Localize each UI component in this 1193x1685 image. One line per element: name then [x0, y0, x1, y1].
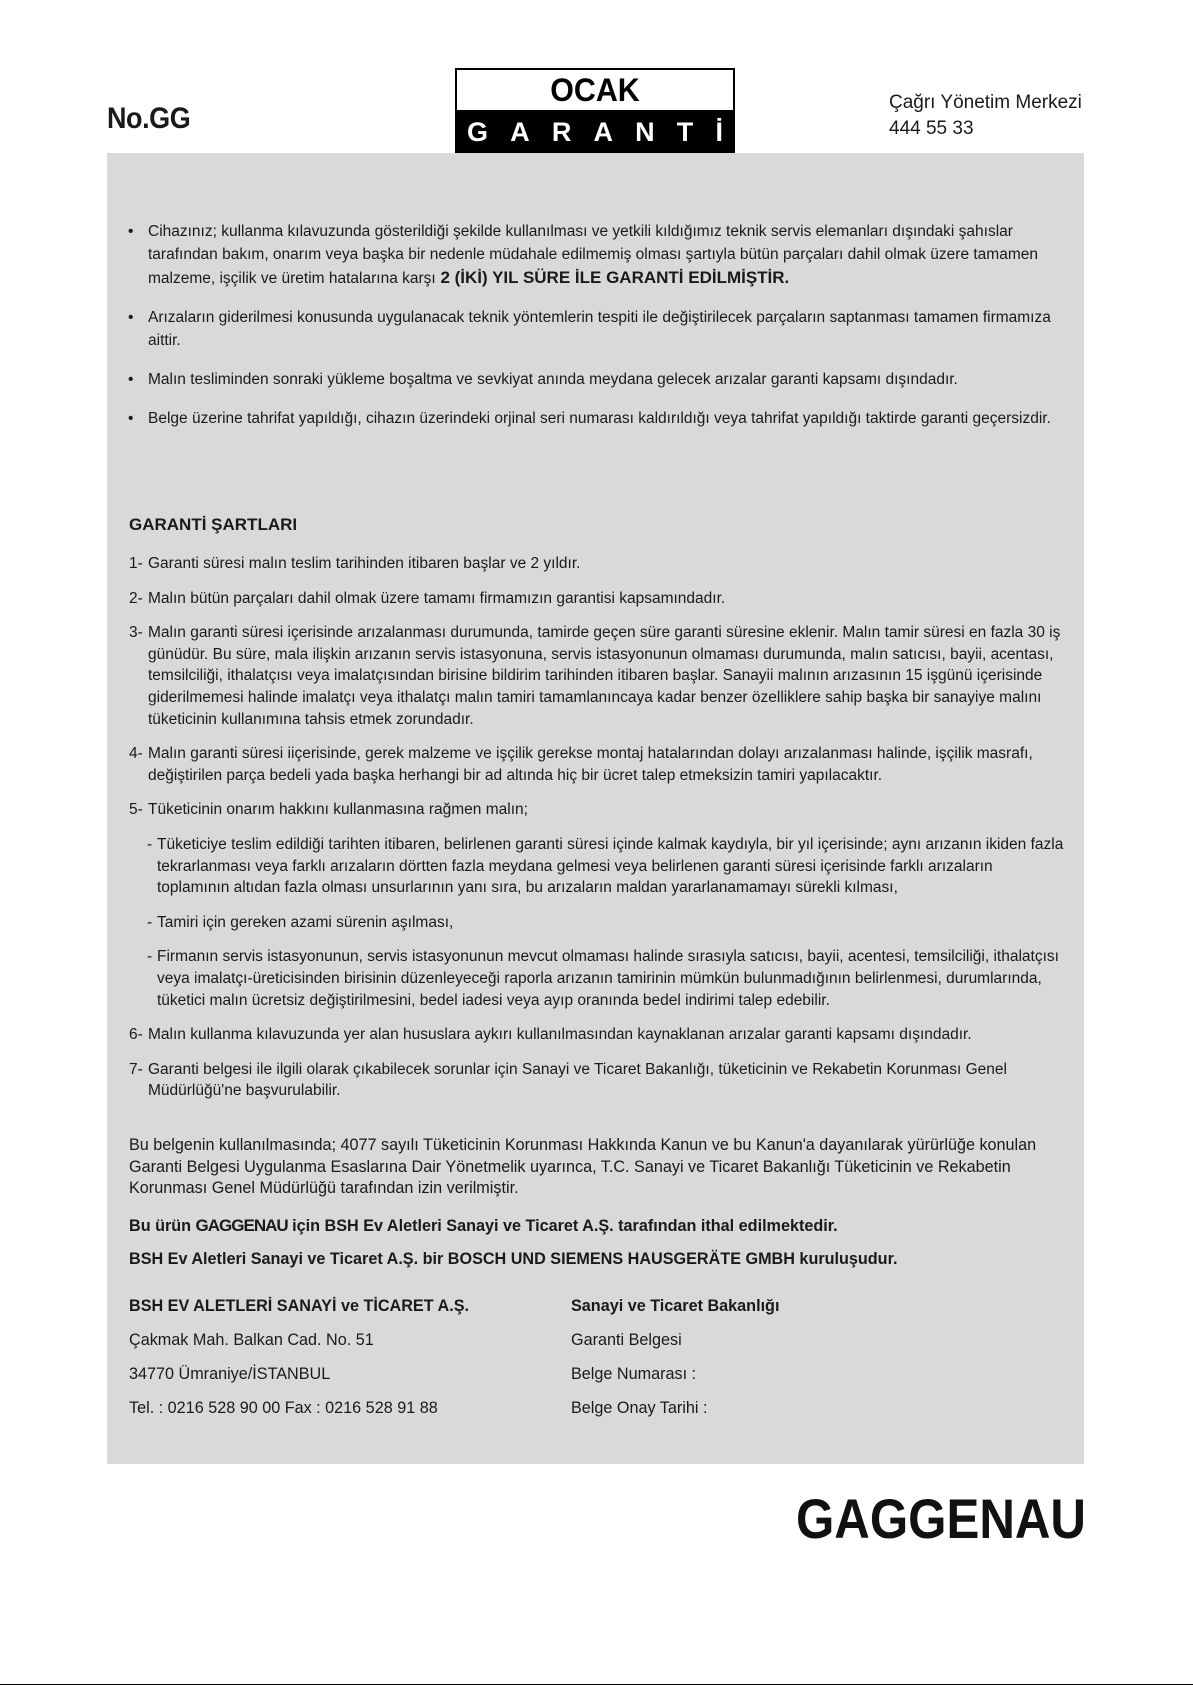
badge-letter: A — [593, 116, 613, 147]
clause-item — [125, 220, 1075, 290]
badge-letter: T — [676, 116, 694, 147]
clause-item — [125, 407, 1075, 430]
badge-title: OCAK — [550, 72, 640, 108]
ministry-doc-number: Belge Numarası : — [571, 1365, 697, 1383]
term-number: 3- — [129, 624, 143, 642]
company-address — [129, 1289, 469, 1425]
badge-letter: İ — [715, 116, 723, 147]
term-text: Malın kullanma kılavuzunda yer alan hususlara aykırı kullanılmasından kaynaklanan arızalar garanti kapsamı dışındadır. — [148, 1026, 972, 1044]
import-suffix: için BSH Ev Aletleri Sanayi ve Ticaret A.Ş. tarafından ithal edilmektedir. — [287, 1217, 838, 1235]
badge-letter: N — [635, 116, 655, 147]
ministry-approval-date: Belge Onay Tarihi : — [571, 1399, 708, 1417]
badge-letter: R — [551, 116, 572, 147]
term-number: 6- — [129, 1026, 143, 1044]
term-number: 5- — [129, 801, 143, 819]
clause-item — [125, 368, 1075, 391]
subterm-text: Firmanın servis istasyonunun, servis istasyonunun mevcut olmaması halinde sırasıyla satıcısı, bayii, acentesi, temsilciliği, ithalatçısı veya imalatçı-üreticisinden birisinin düzenleyeceği raporla arızanın tamirinin mümkün bulunmadığının belirlenmesi, durumlarında, tüketici malın ücretsiz değiştirilmesini, bedel iadesi veya ayıp oranında bedel indirimi talep edebilir. — [157, 948, 1059, 1009]
badge-letter: G — [467, 116, 489, 147]
term-text: Malın garanti süresi iiçerisinde, gerek malzeme ve işçilik gerekse montaj hatalarından dolayı arızalanması halinde, işçilik masrafı, değiştirilen parça bedeli yada başka herhangi bir ad altında hiç bir ücret talep etmeksizin tamiri yapılacaktır. — [148, 745, 1033, 784]
company-phone: Tel. : 0216 528 90 00 Fax : 0216 528 91 88 — [129, 1399, 438, 1417]
term-item — [129, 622, 1069, 730]
term-text: Garanti süresi malın teslim tarihinden itibaren başlar ve 2 yıldır. — [148, 555, 581, 572]
gaggenau-logo — [796, 1484, 1086, 1550]
term-item — [129, 588, 1069, 610]
term-number: 2- — [129, 589, 143, 607]
ministry-info — [571, 1289, 779, 1425]
subterm-item — [129, 834, 1069, 899]
clause-text: Arızaların giderilmesi konusunda uygulanacak teknik yöntemlerin tespiti ile değiştirilecek parçaların saptanması tamamen firmamıza aittir. — [148, 309, 1051, 349]
logo-text: GAGGENAU — [796, 1487, 1086, 1550]
subterm-text: Tamiri için gereken azami sürenin aşılması, — [157, 913, 454, 931]
term-item — [129, 799, 1069, 821]
term-number: 7- — [129, 1060, 143, 1078]
term-text: Tüketicinin onarım hakkını kullanmasına rağmen malın; — [148, 801, 528, 819]
call-center — [889, 90, 1082, 142]
subterm-dash: - — [147, 948, 153, 966]
badge-guarantee-row — [457, 110, 733, 154]
subterm-item — [129, 912, 1069, 934]
term-number: 4- — [129, 745, 143, 763]
ministry-title: Sanayi ve Ticaret Bakanlığı — [571, 1297, 780, 1315]
term-text: Malın bütün parçaları dahil olmak üzere tamamı firmamızın garantisi kapsamındadır. — [148, 589, 726, 607]
import-statement — [129, 1216, 838, 1236]
company-street: Çakmak Mah. Balkan Cad. No. 51 — [129, 1331, 374, 1349]
clause-item — [125, 306, 1075, 352]
company-statement: BSH Ev Aletleri Sanayi ve Ticaret A.Ş. bir BOSCH UND SIEMENS HAUSGERÄTE GMBH kuruluşudur. — [129, 1250, 898, 1268]
import-prefix: Bu ürün — [129, 1217, 196, 1235]
subterm-dash: - — [147, 913, 153, 931]
subterm-dash: - — [147, 835, 153, 853]
clause-text: Belge üzerine tahrifat yapıldığı, cihazın üzerindeki orjinal seri numarası kaldırıldığı veya tahrifat yapıldığı taktirde garanti geçersizdir. — [148, 410, 1051, 427]
legal-notice: Bu belgenin kullanılmasında; 4077 sayılı Tüketicinin Korunması Hakkında Kanun ve bu Kanun'a dayanılarak yürürlüğe konulan Garanti Belgesi Uygulanma Esaslarına Dair Yönetmelik uyarınca, T.C. Sanayi ve Ticaret Bakanlığı Tüketicinin ve Rekabetin Korunması Genel Müdürlüğü tarafından izin verilmiştir. — [129, 1136, 1037, 1198]
subterm-item — [129, 946, 1069, 1011]
company-name: BSH EV ALETLERİ SANAYİ ve TİCARET A.Ş. — [129, 1297, 469, 1315]
ministry-doc: Garanti Belgesi — [571, 1331, 682, 1349]
terms-heading: GARANTİ ŞARTLARI — [129, 515, 298, 534]
warranty-clauses — [125, 220, 1075, 446]
inline-brand: GAGGENAU — [195, 1216, 288, 1235]
term-item — [129, 553, 1069, 575]
clause-text: Malın tesliminden sonraki yükleme boşaltma ve sevkiyat anında meydana gelecek arızalar garanti kapsamı dışındadır. — [148, 371, 958, 388]
term-item — [129, 1024, 1069, 1046]
term-number: 1- — [129, 555, 143, 572]
terms-list — [129, 553, 1069, 1115]
clause-emphasis: 2 (İKİ) YIL SÜRE İLE GARANTİ EDİLMİŞTİR. — [435, 268, 790, 287]
term-item — [129, 1059, 1069, 1102]
term-text: Malın garanti süresi içerisinde arızalanması durumunda, tamirde geçen süre garanti süresine eklenir. Malın tamir süresi en fazla 30 iş günüdür. Bu süre, mala ilişkin arızanın servis istasyonuna, servis istasyonunun olmaması durumunda, malın satıcısı, bayii, acentası, temsilciliği, ithalatçısı veya imalatçısından birisine bildirim tarihinden itibaren başlar. Sanayii malının arızasının 15 işgünü içerisinde giderilmemesi halinde imalatçı veya ithalatçı malın tamiri tamamlanıncaya kadar benzer özelliklere sahip başka bir sanayiye malını tüketicinin kullanımına tahsis etmek zorundadır. — [148, 624, 1061, 728]
call-center-label: Çağrı Yönetim Merkezi — [889, 92, 1082, 113]
call-center-number: 444 55 33 — [889, 118, 974, 139]
subterm-text: Tüketiciye teslim edildiği tarihten itibaren, belirlenen garanti süresi içinde kalmak kaydıyla, bir yıl içerisinde; aynı arızanın ikiden fazla tekrarlanması veya farklı arızaların dörtten fazla meydana gelmesi veya belirlenen garanti süresi içerisinde farklı arızaların toplamının altıdan fazla olması unsurlarının yanı sıra, bu arızaların maldan yararlanamamayı sürekli kılması, — [157, 835, 1064, 897]
term-item — [129, 743, 1069, 786]
company-city: 34770 Ümraniye/İSTANBUL — [129, 1365, 331, 1383]
badge-letter: A — [510, 116, 530, 147]
clause-text: Cihazınız; kullanma kılavuzunda gösterildiği şekilde kullanılması ve yetkili kıldığımız teknik servis elemanları dışındaki şahıslar tarafından bakım, onarım veya başka bir nedenle müdahale edilmemiş olması şartıyla bütün parçaları dahil olmak üzere tamamen malzeme, işçilik ve üretim hatalarına karşı — [148, 223, 1038, 287]
term-text: Garanti belgesi ile ilgili olarak çıkabilecek sorunlar için Sanayi ve Ticaret Bakanlığı, tüketicinin ve Rekabetin Korunması Genel Müdürlüğü'ne başvurulabilir. — [148, 1060, 1007, 1100]
document-number: No.GG — [107, 102, 191, 135]
